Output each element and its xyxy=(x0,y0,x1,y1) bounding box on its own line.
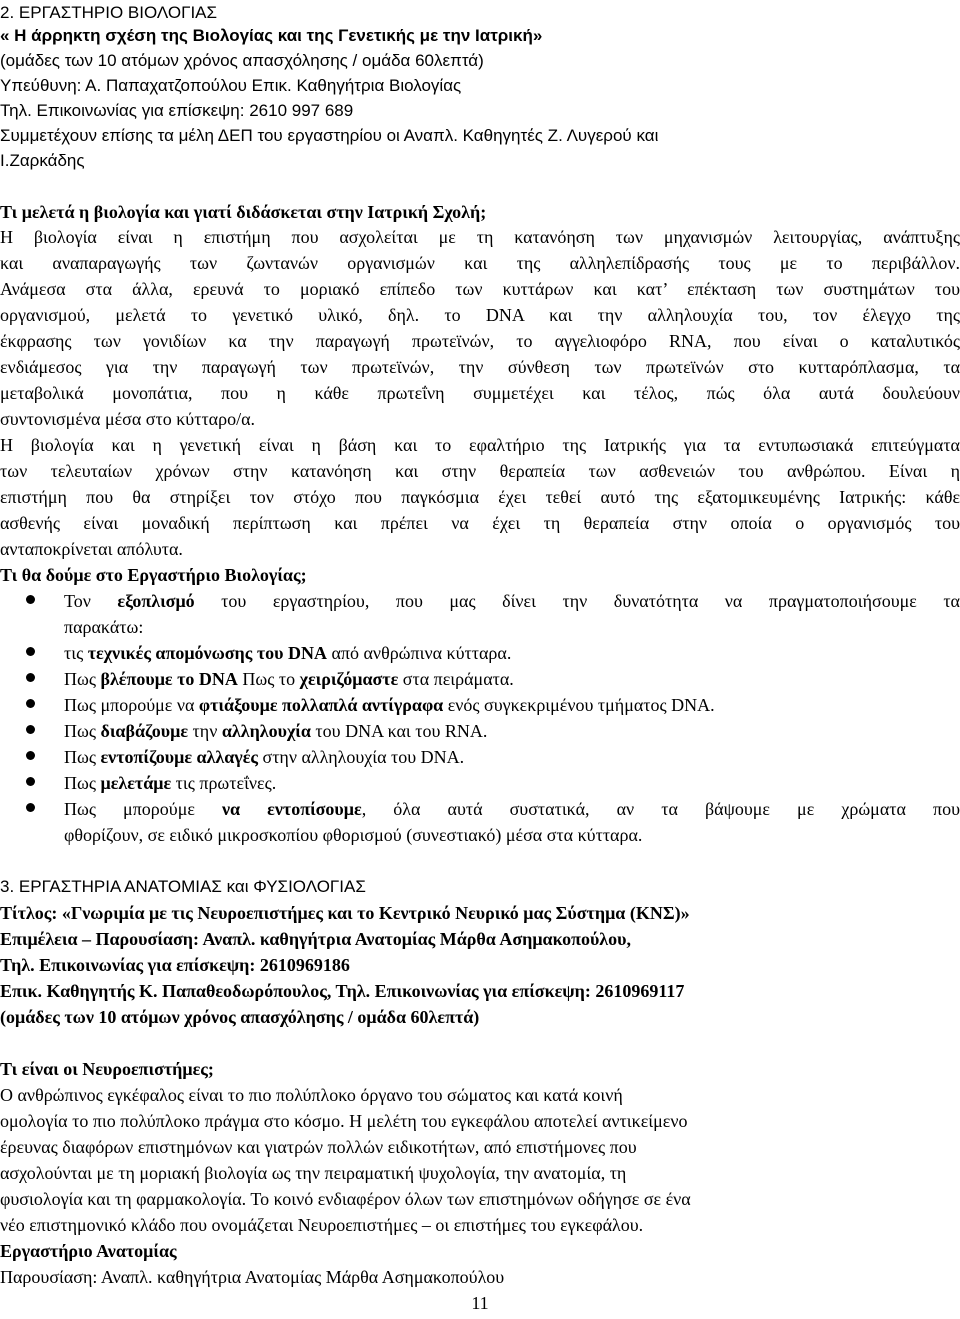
anatomy-lab-heading: Εργαστήριο Ανατομίας xyxy=(0,1241,177,1261)
presentation-line: Παρουσίαση: Αναπλ. καθηγήτρια Ανατομίας Μάρθα Ασημακοπούλου xyxy=(0,1267,505,1287)
bullet-icon xyxy=(26,751,35,760)
contact-phone: Επικ. Καθηγητής Κ. Παπαθεοδωρόπουλος, Τηλ. Επικοινωνίας για επίσκεψη: 2610969117 xyxy=(0,981,685,1001)
paragraph-line: ενδιάμεσος για την παραγωγή των πρωτεϊνών, την σύνθεση των πρωτεϊνών στο κυτταρόπλασμα, τα xyxy=(0,357,960,377)
paragraph-line: οργανισμού, μελετά το γενετικό υλικό, δηλ. το DNA και την αλληλουχία του, τον έλεγχο της xyxy=(0,305,960,325)
list-item: Πως μπορούμε να φτιάξουμε πολλαπλά αντίγραφα ενός συγκεκριμένου τμήματος DNA. xyxy=(64,695,715,715)
paragraph-line: και αναπαραγωγής των ζωντανών οργανισμών και της αλληλεπίδρασής τους με το περιβάλλον. xyxy=(0,253,960,273)
supervision-line: Επιμέλεια – Παρουσίαση: Αναπλ. καθηγήτρια Ανατομίας Μάρθα Ασημακοπούλου, xyxy=(0,929,631,949)
list-item: Πως βλέπουμε το DNA Πως το χειριζόμαστε στα πειράματα. xyxy=(64,669,514,689)
participants-line-1: Συμμετέχουν επίσης τα μέλη ΔΕΠ του εργαστηρίου οι Αναπλ. Καθηγητές Ζ. Λυγερού και xyxy=(0,126,659,145)
list-item-continuation: φθορίζουν, σε ειδικό μικροσκοπίου φθορισμού (συνεστιακό) μέσα στα κύτταρα. xyxy=(64,825,643,845)
list-item: Πως εντοπίζουμε αλλαγές στην αλληλουχία του DNA. xyxy=(64,747,465,767)
group-info: (ομάδες των 10 ατόμων χρόνος απασχόλησης / ομάδα 60λεπτά) xyxy=(0,1007,480,1027)
bullet-icon xyxy=(26,595,35,604)
topic-title: Τίτλος: «Γνωριμία με τις Νευροεπιστήμες και το Κεντρικό Νευρικό μας Σύστημα (ΚΝΣ)» xyxy=(0,903,690,923)
paragraph-line: επιστήμη που θα στηρίξει τον στόχο που παγκόσμια έχει τεθεί αυτό της εξατομικευμένης Ιατρικής: κάθε xyxy=(0,487,960,507)
page-number: 11 xyxy=(471,1293,489,1313)
list-item: Πως διαβάζουμε την αλληλουχία του DNA και του RNA. xyxy=(64,721,488,741)
paragraph-line: μεταβολικά μονοπάτια, που η κάθε πρωτεΐνη συμμετέχει και τέλος, πώς όλα αυτά δουλεύουν xyxy=(0,383,960,403)
list-item: Πως μελετάμε τις πρωτεΐνες. xyxy=(64,773,277,793)
paragraph-line: Η βιολογία και η γενετική είναι η βάση και το εφαλτήριο της Ιατρικής για τα εντυπωσιακά επιτεύγματα xyxy=(0,435,960,455)
section-title: 2. ΕΡΓΑΣΤΗΡΙΟ ΒΙΟΛΟΓΙΑΣ xyxy=(0,3,218,22)
list-item: Πως μπορούμε να εντοπίσουμε, όλα αυτά συστατικά, αν τα βάψουμε με χρώματα που xyxy=(64,799,960,819)
paragraph-line: Ο ανθρώπινος εγκέφαλος είναι το πιο πολύπλοκο όργανο του σώματος και κατά κοινή xyxy=(0,1085,623,1105)
list-item-continuation: παρακάτω: xyxy=(64,617,144,637)
bullet-icon xyxy=(26,725,35,734)
paragraph-line: ασθενής είναι μοναδική περίπτωση και πρέπει να έχει τη θεραπεία στην οποία ο οργανισμός του xyxy=(0,513,960,533)
bullet-icon xyxy=(26,699,35,708)
contact-phone: Τηλ. Επικοινωνίας για επίσκεψη: 2610 997 689 xyxy=(0,101,354,120)
contact-phone: Τηλ. Επικοινωνίας για επίσκεψη: 2610969186 xyxy=(0,955,350,975)
group-info: (ομάδες των 10 ατόμων χρόνος απασχόλησης / ομάδα 60λεπτά) xyxy=(0,51,484,70)
bullet-icon xyxy=(26,803,35,812)
neuroscience-question: Τι είναι οι Νευροεπιστήμες; xyxy=(0,1059,214,1079)
biology-question: Τι μελετά η βιολογία και γιατί διδάσκεται στην Ιατρική Σχολή; xyxy=(0,202,487,222)
section-title: 3. ΕΡΓΑΣΤΗΡΙΑ ΑΝΑΤΟΜΙΑΣ και ΦΥΣΙΟΛΟΓΙΑΣ xyxy=(0,877,366,896)
list-item: τις τεχνικές απομόνωσης του DNA από ανθρώπινα κύτταρα. xyxy=(64,643,512,663)
paragraph-line: συντονισμένα μέσα στο κύτταρο/α. xyxy=(0,409,256,429)
bullet-icon xyxy=(26,673,35,682)
paragraph-line: νέο επιστημονικό κλάδο που ονομάζεται Νευροεπιστήμες – οι επιστήμες του εγκεφάλου. xyxy=(0,1215,644,1235)
list-item: Τον εξοπλισμό του εργαστηρίου, που μας δίνει την δυνατότητα να πραγματοποιήσουμε τα xyxy=(64,591,960,611)
responsible-person: Υπεύθυνη: Α. Παπαχατζοπούλου Επικ. Καθηγήτρια Βιολογίας xyxy=(0,76,462,95)
paragraph-line: έκφρασης των γονιδίων κα την παραγωγή πρωτεϊνών, το αγγελιοφόρο RNA, που είναι ο καταλυτικός xyxy=(0,331,960,351)
biology-lab-heading: Τι θα δούμε στο Εργαστήριο Βιολογίας; xyxy=(0,565,307,585)
bullet-icon xyxy=(26,777,35,786)
paragraph-line: ασχολούνται με τη μοριακή βιολογία ως την πειραματική ψυχολογία, την ανατομία, τη xyxy=(0,1163,627,1183)
paragraph-line: των τελευταίων χρόνων στην κατανόηση και στην θεραπεία των ασθενειών του ανθρώπου. Είναι η xyxy=(0,461,960,481)
paragraph-line: φυσιολογία και τη φαρμακολογία. Το κοινό ενδιαφέρον όλων των επιστημόνων οδήγησε σε ένα xyxy=(0,1189,691,1209)
paragraph-line: ανταποκρίνεται απόλυτα. xyxy=(0,539,183,559)
section-subtitle: « Η άρρηκτη σχέση της Βιολογίας και της Γενετικής με την Ιατρική» xyxy=(0,26,543,45)
paragraph-line: ομολογία το πιο πολύπλοκο πράγμα στο κόσμο. Η μελέτη του εγκεφάλου αποτελεί αντικείμενο xyxy=(0,1111,688,1131)
paragraph-line: Ανάμεσα στα άλλα, ερευνά το μοριακό επίπεδο των κυττάρων και κατ’ επέκταση των συστημάτων του xyxy=(0,279,960,299)
bullet-icon xyxy=(26,647,35,656)
participants-line-2: Ι.Ζαρκάδης xyxy=(0,151,85,170)
paragraph-line: Η βιολογία είναι η επιστήμη που ασχολείται με τη κατανόηση των μηχανισμών λειτουργίας, ανάπτυξης xyxy=(0,227,960,247)
paragraph-line: έρευνας διαφόρων επιστημόνων και γιατρών πολλών ειδικοτήτων, από επιστήμονες που xyxy=(0,1137,637,1157)
